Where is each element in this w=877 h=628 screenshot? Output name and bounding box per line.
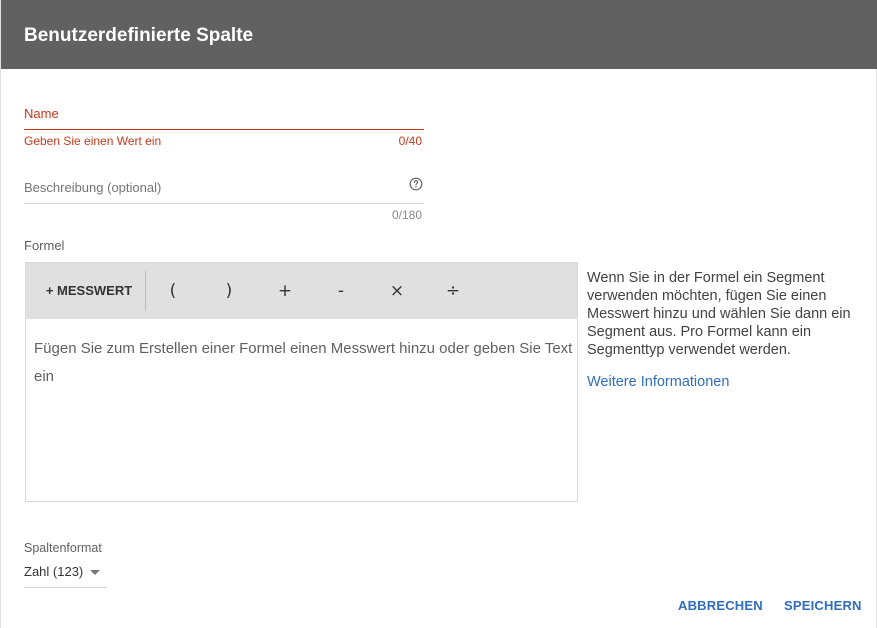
open-paren-button[interactable]: (	[155, 273, 191, 309]
column-format-value: Zahl (123)	[24, 564, 84, 579]
column-format-label: Spaltenformat	[24, 541, 102, 555]
formula-input[interactable]: Fügen Sie zum Erstellen einer Formel einen Messwert hinzu oder geben Sie Text ein	[34, 340, 573, 385]
name-char-counter: 0/40	[398, 134, 422, 148]
plus-button[interactable]: +	[267, 273, 303, 309]
divide-button[interactable]: ÷	[435, 273, 471, 309]
formula-editor[interactable]	[25, 262, 578, 502]
description-input[interactable]: Beschreibung (optional)	[24, 180, 162, 195]
name-input-underline[interactable]	[24, 129, 424, 130]
segment-info-text: Wenn Sie in der Formel ein Segment verwenden möchten, fügen Sie einen Messwert hinzu und wählen Sie dann ein Segment aus. Pro Formel kann ein Segmenttyp verwendet werden.	[587, 270, 851, 358]
column-format-dropdown[interactable]	[24, 562, 107, 588]
formula-toolbar	[26, 263, 577, 319]
dialog-title: Benutzerdefinierte Spalte	[24, 25, 254, 46]
learn-more-link[interactable]: Weitere Informationen	[587, 374, 730, 390]
name-field-label[interactable]: Name	[24, 106, 59, 121]
name-error-message: Geben Sie einen Wert ein	[24, 134, 162, 148]
description-underline	[24, 203, 424, 204]
multiply-button[interactable]: ×	[379, 273, 415, 309]
dialog-header	[1, 0, 877, 69]
toolbar-divider	[145, 271, 146, 311]
description-char-counter: 0/180	[391, 208, 422, 222]
dropdown-arrow-icon	[90, 570, 100, 575]
close-paren-button[interactable]: )	[211, 273, 247, 309]
save-button[interactable]: SPEICHERN	[784, 594, 862, 618]
minus-button[interactable]: -	[323, 273, 359, 309]
cancel-button[interactable]: ABBRECHEN	[678, 594, 763, 618]
formula-label: Formel	[24, 238, 65, 253]
add-metric-button[interactable]: + MESSWERT	[34, 273, 144, 309]
help-circle-icon[interactable]	[409, 177, 423, 191]
